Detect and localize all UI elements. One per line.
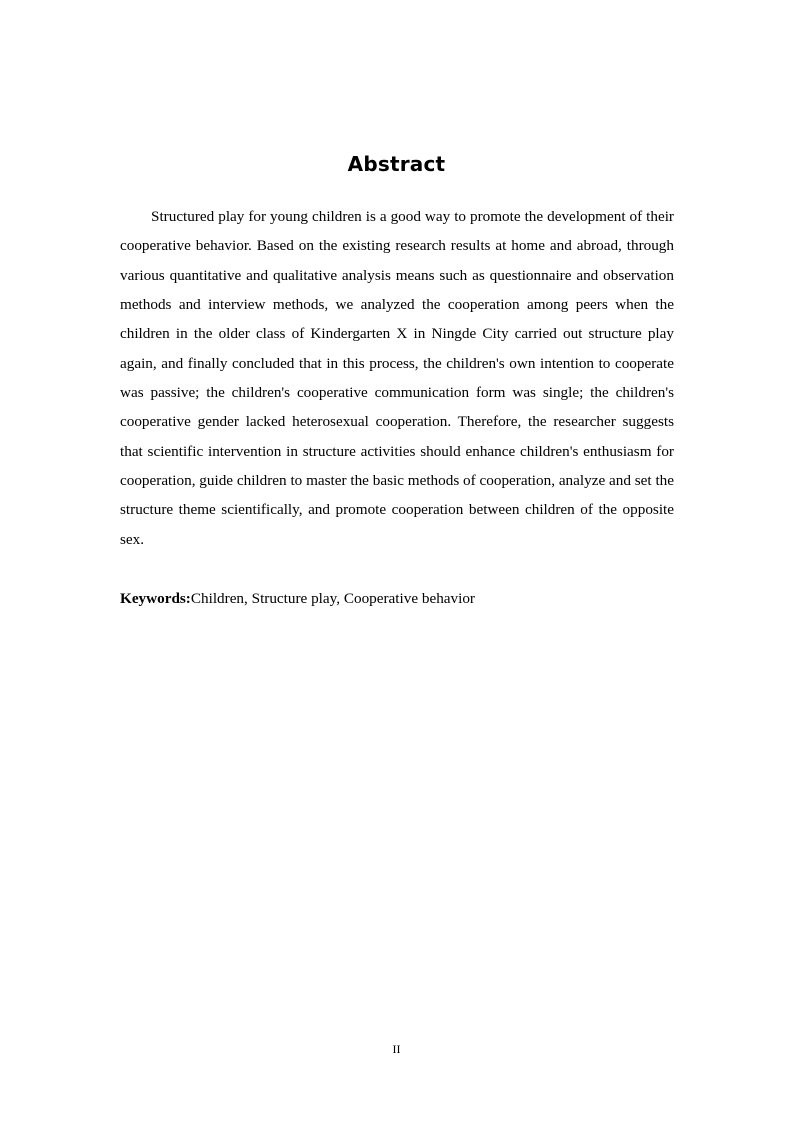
- page-number: II: [392, 1042, 401, 1056]
- keywords-text: Children, Structure play, Cooperative behavior: [190, 590, 475, 607]
- keywords-label: Keywords:: [120, 590, 191, 607]
- keywords-line: [120, 584, 674, 613]
- abstract-paragraph: Structured play for young children is a good way to promote the development of their cooperative behavior. Based on the existing research results at home and abroad, through various quantitative and qualitative analysis means such as questionnaire and observation methods and interview methods, we analyzed the cooperation among peers when the children in the older class of Kindergarten X in Ningde City carried out structure play again, and finally concluded that in this process, the children's own intention to cooperate was passive; the children's cooperative communication form was single; the children's cooperative gender lacked heterosexual cooperation. Therefore, the researcher suggests that scientific intervention in structure activities should enhance children's enthusiasm for cooperation, guide children to master the basic methods of cooperation, analyze and set the structure theme scientifically, and promote cooperation between children of the opposite sex.: [120, 208, 674, 548]
- page-title: Abstract: [347, 152, 446, 176]
